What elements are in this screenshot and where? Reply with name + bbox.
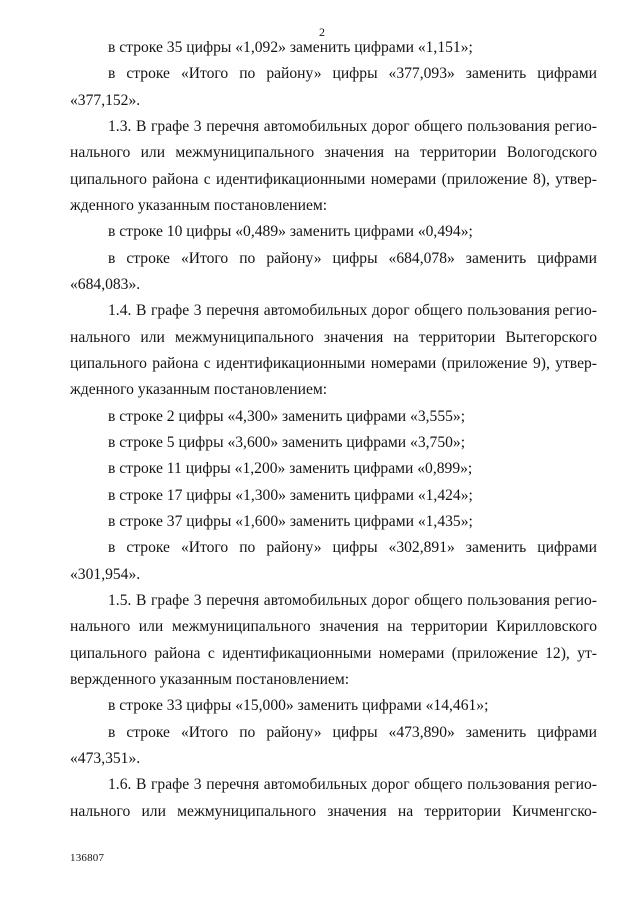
text-line: «301,954». [70, 565, 141, 583]
text-line: «684,083». [70, 275, 141, 293]
text-line: в строке 2 цифры «4,300» заменить цифрами «3,555»; [108, 407, 466, 425]
text-line: жденного указанным постановлением: [70, 381, 328, 399]
paragraph-heading-line: 1.5. В графе 3 перечня автомобильных дорог общего пользования регио- [108, 591, 597, 609]
text-line: в строке 11 цифры «1,200» заменить цифрами «0,899»; [108, 460, 473, 478]
text-line: ципального района с идентификационными номерами (приложение 9), утвер- [70, 354, 597, 372]
text-line: нального или межмуниципального значения на территории Вологодского [70, 144, 597, 162]
text-line: в строке «Итого по району» цифры «377,093» заменить цифрами [108, 65, 597, 83]
text-line: нального или межмуниципального значения на территории Вытегорского [70, 328, 597, 346]
text-line: в строке «Итого по району» цифры «473,890» заменить цифрами [108, 723, 597, 741]
document-code: 136807 [70, 852, 105, 864]
page-number: 2 [319, 25, 325, 39]
text-line: жденного указанным постановлением: [70, 196, 328, 214]
text-line: в строке 10 цифры «0,489» заменить цифрами «0,494»; [108, 223, 473, 241]
text-line: «473,351». [70, 749, 141, 767]
text-line: «377,152». [70, 91, 141, 109]
text-line: ципального района с идентификационными номерами (приложение 8), утвер- [70, 170, 597, 188]
text-line: в строке «Итого по району» цифры «684,078» заменить цифрами [108, 249, 597, 267]
text-line: в строке 33 цифры «15,000» заменить цифрами «14,461»; [108, 697, 489, 715]
document-body [70, 35, 597, 825]
text-line: в строке 35 цифры «1,092» заменить цифрами «1,151»; [108, 39, 473, 56]
paragraph-heading-line: 1.4. В графе 3 перечня автомобильных дорог общего пользования регио- [108, 302, 597, 320]
text-line: нального или межмуниципального значения на территории Кичменгско- [70, 802, 597, 820]
text-line: ципального района с идентификационными номерами (приложение 12), ут- [70, 644, 597, 662]
text-line: вержденного указанным постановлением: [70, 670, 350, 688]
text-line: в строке 17 цифры «1,300» заменить цифрами «1,424»; [108, 486, 473, 504]
text-line: в строке 37 цифры «1,600» заменить цифрами «1,435»; [108, 512, 473, 530]
text-line: нального или межмуниципального значения на территории Кирилловского [70, 618, 597, 636]
text-line: в строке «Итого по району» цифры «302,891» заменить цифрами [108, 539, 597, 557]
paragraph-heading-line: 1.3. В графе 3 перечня автомобильных дорог общего пользования регио- [108, 117, 597, 135]
text-line: в строке 5 цифры «3,600» заменить цифрами «3,750»; [108, 433, 466, 451]
paragraph-heading-line: 1.6. В графе 3 перечня автомобильных дорог общего пользования регио- [108, 776, 597, 794]
